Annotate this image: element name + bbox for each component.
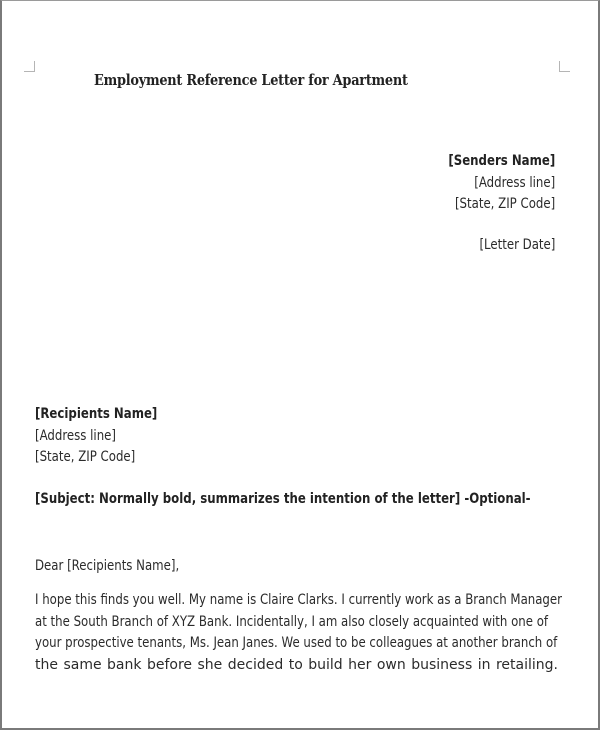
word: before: [146, 656, 193, 673]
body-line-justified: [35, 655, 558, 677]
word: same: [63, 656, 102, 673]
margin-corner-mark-top-right: [559, 61, 570, 72]
word: own: [376, 656, 406, 673]
letter-date: [Letter Date]: [479, 237, 555, 253]
word: retailing.: [495, 656, 558, 673]
sender-name: [Senders Name]: [448, 153, 555, 169]
word: to: [288, 656, 303, 673]
subject-line: [Subject: Normally bold, summarizes the intention of the letter] -Optional-: [35, 491, 531, 507]
body-line: at the South Branch of XYZ Bank. Incidentally, I am also closely acquainted with one of: [35, 613, 549, 630]
word: decided: [227, 656, 284, 673]
recipient-name: [Recipients Name]: [35, 406, 158, 422]
margin-corner-mark-top-left: [24, 61, 35, 72]
document-title: Employment Reference Letter for Apartment: [94, 71, 408, 89]
sender-state-zip: [State, ZIP Code]: [454, 196, 555, 212]
word: build: [308, 656, 343, 673]
word: in: [477, 656, 491, 673]
recipient-state-zip: [State, ZIP Code]: [35, 449, 136, 465]
word: her: [348, 656, 372, 673]
body-paragraph: [35, 590, 562, 676]
word: bank: [107, 656, 142, 673]
greeting: Dear [Recipients Name],: [35, 558, 180, 574]
body-line: I hope this finds you well. My name is Claire Clarks. I currently work as a Branch Manager: [35, 592, 562, 608]
word: the: [35, 656, 58, 673]
recipient-address: [Address line]: [35, 427, 116, 444]
sender-address: [Address line]: [474, 174, 555, 191]
word: she: [197, 656, 223, 673]
sender-block: [428, 151, 555, 216]
word: business: [411, 656, 473, 673]
recipient-block: [35, 404, 181, 469]
body-line: your prospective tenants, Ms. Jean Janes. We used to be colleagues at another branch of: [35, 635, 558, 651]
